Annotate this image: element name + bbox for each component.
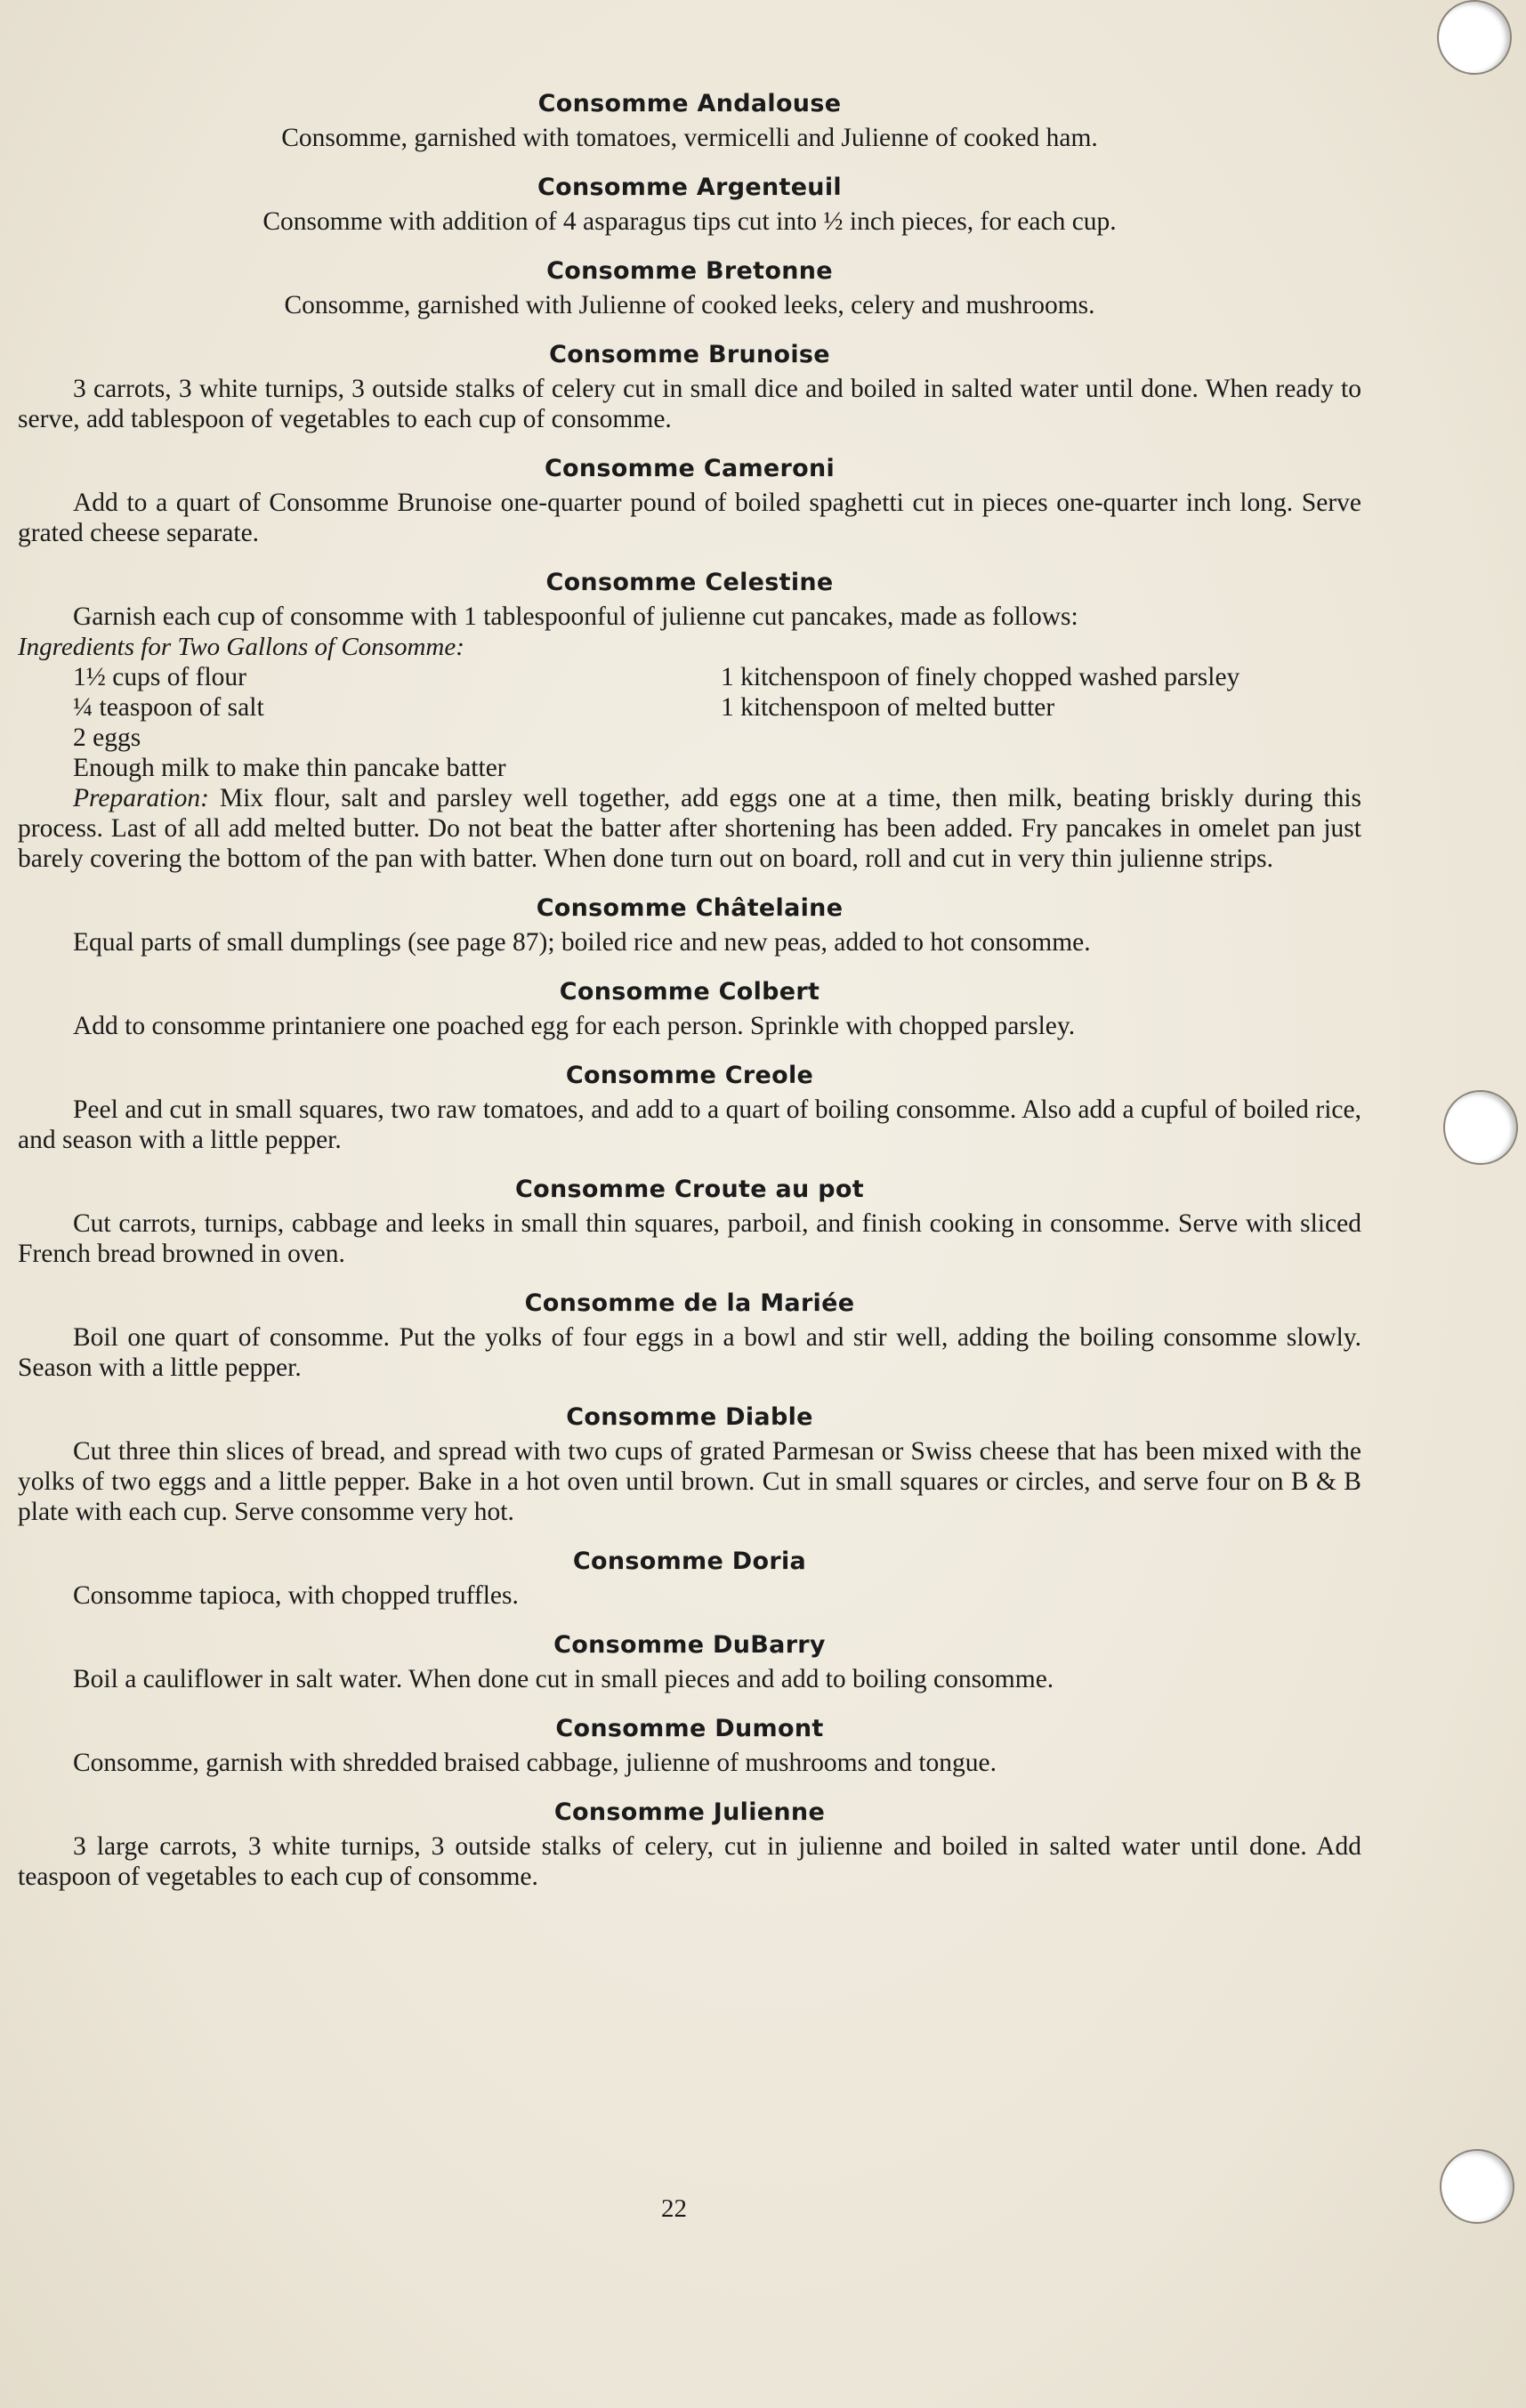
recipe-cameroni	[18, 454, 1361, 548]
recipe-text: Consomme with addition of 4 asparagus tips cut into ½ inch pieces, for each cup.	[262, 207, 1117, 236]
recipe-diable	[18, 1402, 1361, 1527]
ingredients-column-left	[18, 662, 694, 753]
punch-hole-middle	[1443, 1090, 1518, 1165]
recipe-title: Consomme Cameroni	[544, 455, 836, 482]
preparation-label: Preparation:	[73, 784, 209, 812]
recipe-julienne	[18, 1798, 1361, 1892]
recipe-title: Consomme DuBarry	[553, 1631, 826, 1659]
recipe-text: Equal parts of small dumplings (see page 87); boiled rice and new peas, added to hot consomme.	[73, 928, 1091, 957]
recipe-text: Cut carrots, turnips, cabbage and leeks in small thin squares, parboil, and finish cooking in consomme. Serve with sliced French bread browned in oven.	[18, 1209, 1361, 1268]
ingredient-extra: Enough milk to make thin pancake batter	[73, 754, 506, 782]
ingredient-item: 1½ cups of flour	[73, 663, 246, 691]
recipe-title: Consomme Argenteuil	[537, 174, 842, 201]
recipe-title: Consomme de la Mariée	[524, 1289, 855, 1317]
recipe-title: Consomme Brunoise	[549, 341, 830, 368]
recipe-title: Consomme Châtelaine	[536, 894, 844, 922]
punch-hole-top	[1437, 0, 1512, 75]
recipe-title: Consomme Celestine	[545, 569, 834, 596]
recipe-text: Consomme, garnish with shredded braised cabbage, julienne of mushrooms and tongue.	[73, 1749, 997, 1777]
recipe-creole	[18, 1061, 1361, 1155]
recipe-croute-au-pot	[18, 1175, 1361, 1269]
recipe-text: 3 carrots, 3 white turnips, 3 outside stalks of celery cut in small dice and boiled in salted water until done. When ready to serve, add tablespoon of vegetables to each cup of consomme.	[18, 375, 1361, 433]
ingredient-item: 1 kitchenspoon of finely chopped washed parsley	[721, 663, 1240, 691]
recipe-title: Consomme Colbert	[559, 978, 820, 1006]
ingredient-item: 1 kitchenspoon of melted butter	[721, 693, 1055, 722]
preparation-text	[18, 783, 1361, 874]
recipe-title: Consomme Julienne	[553, 1798, 826, 1826]
recipe-dubarry	[18, 1630, 1361, 1694]
recipe-doria	[18, 1547, 1361, 1611]
ingredient-item: ¼ teaspoon of salt	[73, 693, 264, 722]
recipe-title: Consomme Dumont	[555, 1715, 824, 1742]
recipe-text: Garnish each cup of consomme with 1 tablespoonful of julienne cut pancakes, made as follows:	[73, 602, 1078, 631]
recipe-text: 3 large carrots, 3 white turnips, 3 outside stalks of celery, cut in julienne and boiled in salted water until done. Add teaspoon of vegetables to each cup of consomme.	[18, 1832, 1361, 1891]
recipe-title: Consomme Bretonne	[546, 257, 833, 285]
recipe-list	[18, 89, 1361, 1892]
recipe-title: Consomme Andalouse	[537, 90, 842, 117]
recipe-text: Consomme, garnished with tomatoes, vermicelli and Julienne of cooked ham.	[281, 124, 1098, 152]
recipe-de-la-mariee	[18, 1289, 1361, 1383]
recipe-text: Boil one quart of consomme. Put the yolks of four eggs in a bowl and stir well, adding the boiling consomme slowly. Season with a little pepper.	[18, 1323, 1361, 1382]
page-number: 22	[661, 2194, 687, 2223]
recipe-title: Consomme Creole	[565, 1062, 814, 1089]
recipe-title: Consomme Croute au pot	[515, 1176, 864, 1203]
recipe-title: Consomme Doria	[572, 1547, 807, 1575]
ingredient-item: 2 eggs	[73, 723, 141, 752]
recipe-text: Consomme, garnished with Julienne of cooked leeks, celery and mushrooms.	[284, 291, 1095, 319]
recipe-colbert	[18, 977, 1361, 1041]
recipe-text: Peel and cut in small squares, two raw tomatoes, and add to a quart of boiling consomme. Also add a cupful of boiled rice, and season with a little pepper.	[18, 1095, 1361, 1154]
preparation-body: Mix flour, salt and parsley well together, add eggs one at a time, then milk, beating briskly during this process. Last of all add melted butter. Do not beat the batter after shortening has been added. Fry pancakes in omelet pan just barely covering the bottom of the pan with batter. When done turn out on board, roll and cut in very thin julienne strips.	[18, 784, 1362, 873]
recipe-argenteuil	[18, 173, 1361, 237]
recipe-andalouse	[18, 89, 1361, 153]
recipe-text: Boil a cauliflower in salt water. When done cut in small pieces and add to boiling consomme.	[73, 1665, 1054, 1693]
recipe-text: Cut three thin slices of bread, and spread with two cups of grated Parmesan or Swiss cheese that has been mixed with the yolks of two eggs and a little pepper. Bake in a hot oven until brown. Cut in small squares or circles, and serve four on B & B plate with each cup. Serve consomme very hot.	[18, 1437, 1361, 1526]
ingredients-column-right	[721, 662, 1361, 753]
recipe-text: Consomme tapioca, with chopped truffles.	[73, 1581, 519, 1610]
recipe-bretonne	[18, 256, 1361, 320]
recipe-title: Consomme Diable	[566, 1403, 813, 1431]
recipe-text: Add to consomme printaniere one poached egg for each person. Sprinkle with chopped parsley.	[73, 1012, 1076, 1040]
punch-hole-bottom	[1440, 2149, 1514, 2224]
recipe-text: Add to a quart of Consomme Brunoise one-quarter pound of boiled spaghetti cut in pieces one-quarter inch long. Serve grated cheese separate.	[18, 489, 1361, 547]
ingredients-label: Ingredients for Two Gallons of Consomme:	[18, 633, 464, 661]
ingredients-list	[18, 662, 1361, 753]
recipe-dumont	[18, 1714, 1361, 1778]
recipe-celestine	[18, 568, 1361, 874]
recipe-brunoise	[18, 340, 1361, 434]
recipe-chatelaine	[18, 893, 1361, 958]
